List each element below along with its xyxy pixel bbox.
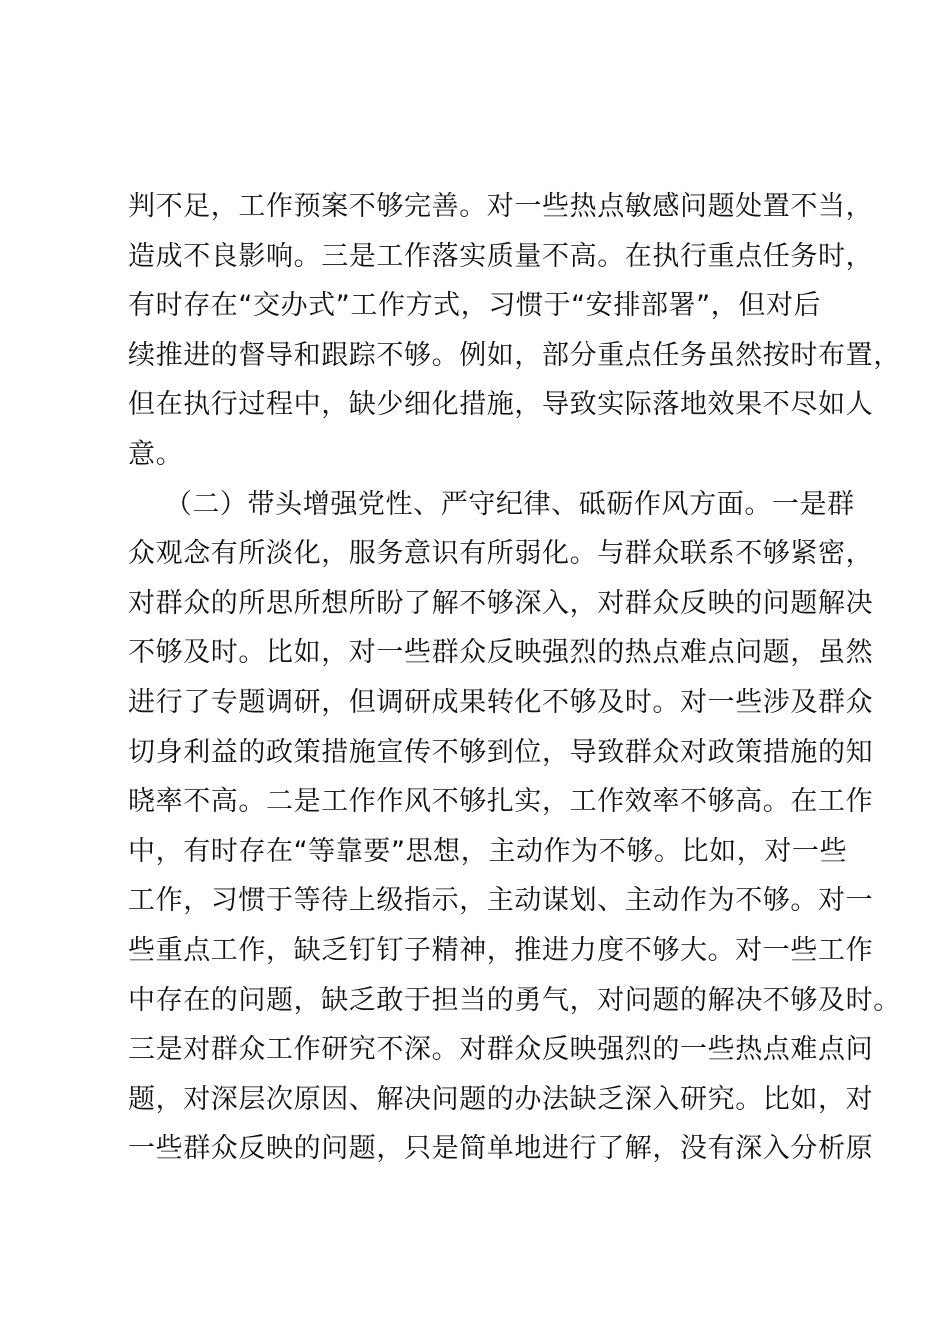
text-line: 进行了专题调研，但调研成果转化不够及时。对一些涉及群众 — [128, 686, 874, 718]
text-line: 中，有时存在“等靠要”思想，主动作为不够。比如，对一些 — [128, 835, 848, 867]
text-line: 意。 — [128, 438, 184, 470]
text-line: 工作，习惯于等待上级指示，主动谋划、主动作为不够。对一 — [128, 885, 874, 917]
text-line: 题，对深层次原因、解决问题的办法缺乏深入研究。比如，对 — [128, 1083, 874, 1115]
text-line: 三是对群众工作研究不深。对群众反映强烈的一些热点难点问 — [128, 1034, 874, 1066]
text-line: 晓率不高。二是工作作风不够扎实，工作效率不够高。在工作 — [128, 786, 874, 818]
text-line: 众观念有所淡化，服务意识有所弱化。与群众联系不够紧密， — [128, 538, 874, 570]
text-line: 续推进的督导和跟踪不够。例如，部分重点任务虽然按时布置， — [128, 339, 901, 371]
text-line: 对群众的所思所想所盼了解不够深入，对群众反映的问题解决 — [128, 587, 874, 619]
text-line: 切身利益的政策措施宣传不够到位，导致群众对政策措施的知 — [128, 736, 874, 768]
text-line: 一些群众反映的问题，只是简单地进行了解，没有深入分析原 — [128, 1133, 874, 1165]
text-line: 些重点工作，缺乏钉钉子精神，推进力度不够大。对一些工作 — [128, 934, 874, 966]
section-heading-line: （二）带头增强党性、严守纪律、砥砺作风方面。一是群 — [128, 488, 855, 520]
text-line: 但在执行过程中，缺少细化措施，导致实际落地效果不尽如人 — [128, 389, 874, 421]
text-line: 中存在的问题，缺乏敢于担当的勇气，对问题的解决不够及时。 — [128, 984, 901, 1016]
body-text — [128, 182, 901, 1174]
text-line: 判不足，工作预案不够完善。对一些热点敏感问题处置不当， — [128, 191, 874, 222]
text-line: 有时存在“交办式”工作方式，习惯于“安排部署”，但对后 — [128, 290, 822, 322]
text-line: 不够及时。比如，对一些群众反映强烈的热点难点问题，虽然 — [128, 637, 874, 669]
text-line: 造成不良影响。三是工作落实质量不高。在执行重点任务时， — [128, 240, 874, 272]
